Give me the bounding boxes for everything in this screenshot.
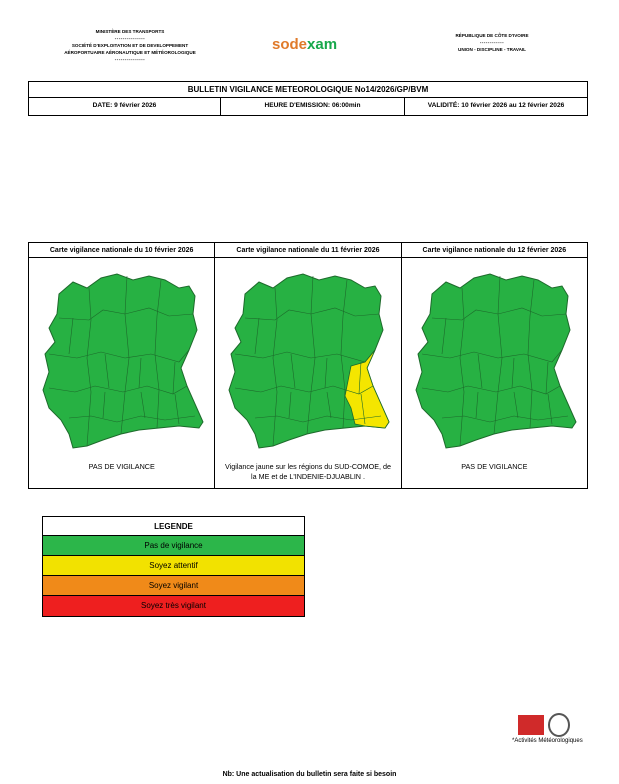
map-column-2 xyxy=(215,243,401,488)
header-ministry-block xyxy=(50,28,210,63)
certification-logo-icon xyxy=(518,715,544,735)
bulletin-info-row xyxy=(29,98,587,115)
republic-name: RÉPUBLIQUE DE CÔTE D'IVOIRE xyxy=(455,33,529,38)
country-group xyxy=(43,274,203,448)
ministry-divider: --------------- xyxy=(114,36,146,41)
map-column-3 xyxy=(402,243,587,488)
map-column-1 xyxy=(29,243,215,488)
footer-note: Nb: Une actualisation du bulletin sera faite si besoin xyxy=(222,771,397,778)
legend-item-yellow: Soyez attentif xyxy=(43,556,304,576)
legend-item-green: Pas de vigilance xyxy=(43,536,304,556)
certification-note: *Activités Météorologiques xyxy=(512,738,583,744)
legend-item-orange: Soyez vigilant xyxy=(43,576,304,596)
company-name-line2: AÉROPORTUAIRE AÉRONAUTIQUE ET MÉTÉOROLOGIQUE xyxy=(64,50,196,55)
legend-table xyxy=(42,516,305,617)
country-group xyxy=(229,274,389,448)
map-caption-1: PAS DE VIGILANCE xyxy=(88,462,155,471)
bulletin-emission-time: HEURE D'EMISSION: 06:00min xyxy=(221,98,405,115)
vigilance-map-1 xyxy=(29,258,214,462)
country-group xyxy=(416,274,576,448)
map-title-2: Carte vigilance nationale du 11 février 2026 xyxy=(215,243,400,258)
legend-item-red: Soyez très vigilant xyxy=(43,596,304,616)
vigilance-maps-table xyxy=(28,242,588,489)
republic-divider: ------------ xyxy=(479,40,505,45)
bulletin-date: DATE: 9 février 2026 xyxy=(29,98,221,115)
sodexam-logo xyxy=(272,36,337,53)
bulletin-header-table xyxy=(28,81,588,116)
cote-divoire-map-3 xyxy=(402,258,588,462)
company-name-line1: SOCIÉTÉ D'EXPLOITATION ET DE DEVELOPPEMENT xyxy=(71,43,189,48)
map-caption-2: Vigilance jaune sur les régions du SUD-COMOE, de la ME et de L'INDENIE-DJUABLIN . xyxy=(224,462,392,481)
legend-title: LEGENDE xyxy=(43,517,304,536)
republic-motto: UNION - DISCIPLINE - TRAVAIL xyxy=(458,47,526,52)
logo-text-part1: sode xyxy=(272,36,308,53)
map-title-1: Carte vigilance nationale du 10 février 2026 xyxy=(29,243,214,258)
map-title-3: Carte vigilance nationale du 12 février 2026 xyxy=(402,243,587,258)
vigilance-map-2 xyxy=(215,258,400,462)
company-divider: --------------- xyxy=(114,57,146,62)
cote-divoire-map-2 xyxy=(215,258,401,462)
map-caption-3: PAS DE VIGILANCE xyxy=(461,462,528,471)
header-republic-block xyxy=(452,32,532,53)
bulletin-title: BULLETIN VIGILANCE METEOROLOGIQUE No14/2026/GP/BVM xyxy=(29,82,587,98)
bulletin-validity: VALIDITÉ: 10 février 2026 au 12 février 2026 xyxy=(427,102,565,109)
cote-divoire-map-1 xyxy=(29,258,215,462)
logo-text-part2: xam xyxy=(307,36,338,53)
ministry-name: MINISTÈRE DES TRANSPORTS xyxy=(95,29,165,34)
vigilance-map-3 xyxy=(402,258,587,462)
certification-seal-icon xyxy=(548,713,570,737)
